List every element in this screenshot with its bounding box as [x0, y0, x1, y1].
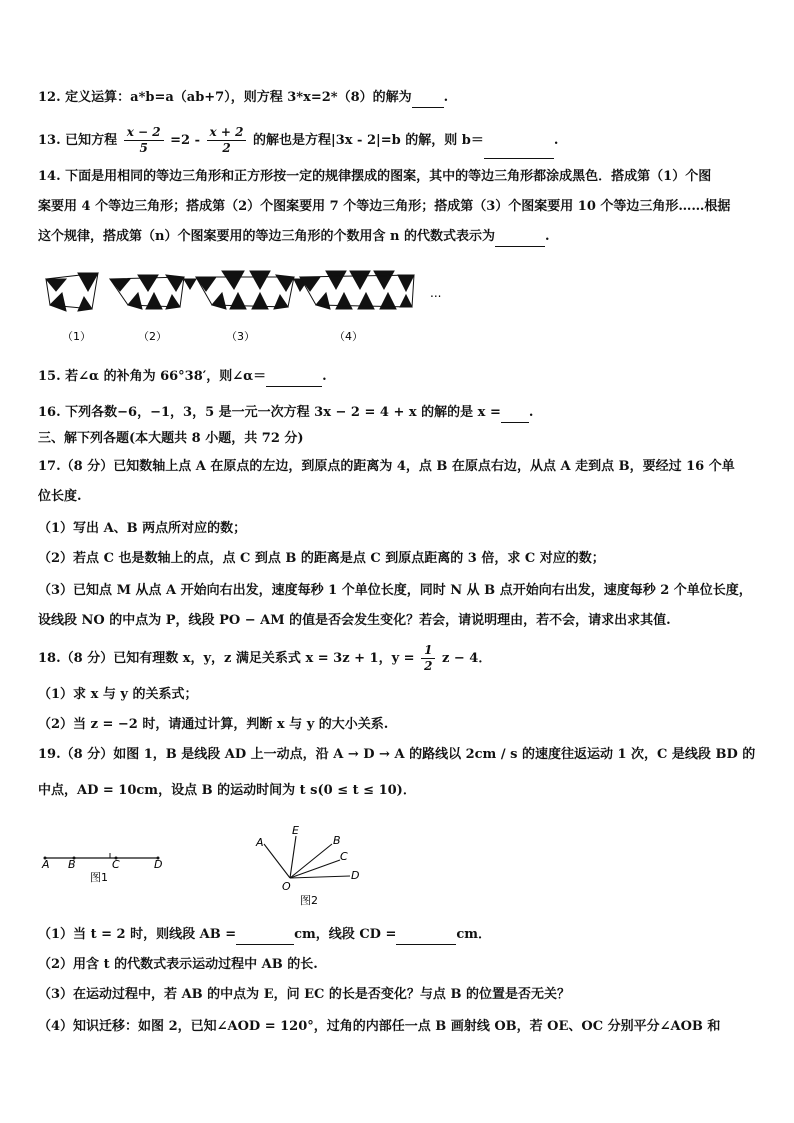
- question-14-line1: 14. 下面是用相同的等边三角形和正方形按一定的规律摆成的图案，其中的等边三角形都涂成黑色．搭成第（1）个图: [38, 169, 712, 184]
- label-D: D: [154, 858, 163, 871]
- black-triangle: [50, 293, 66, 311]
- question-19-part3: （3）在运动过程中，若 AB 的中点为 E，问 EC 的长是否变化？与点 B 的位置是否无关？: [38, 987, 570, 1002]
- q13-suffix: 的解也是方程|3x - 2|=b 的解，则 b＝: [252, 133, 484, 148]
- fraction: [421, 643, 435, 674]
- black-triangle: [110, 279, 130, 291]
- fraction-denominator: 2: [424, 659, 433, 673]
- question-14-line3: [38, 228, 756, 247]
- fraction-numerator: 1: [421, 643, 435, 659]
- fraction-denominator: 2: [222, 141, 231, 155]
- q19-p1-c: cm．: [456, 927, 492, 942]
- question-18-line1: [38, 641, 756, 677]
- question-12: [38, 89, 756, 108]
- black-triangle: [350, 271, 370, 289]
- ray-OB: [290, 844, 332, 878]
- figure-label: （1）: [62, 330, 91, 343]
- question-19-part1: [38, 926, 756, 945]
- label-E: E: [292, 824, 299, 837]
- figure-caption: 图2: [300, 894, 318, 907]
- fraction-numerator: x + 2: [207, 125, 247, 141]
- question-17-part3a: （3）已知点 M 从点 A 开始向右出发，速度每秒 1 个单位长度，同时 N 从 B 点开始向右出发，速度每秒 2 个单位长度，: [38, 583, 752, 598]
- triangle-pattern-figure: [38, 263, 458, 347]
- fraction-numerator: x − 2: [124, 125, 164, 141]
- q14-end: .: [544, 229, 550, 244]
- figure-label: （2）: [138, 330, 167, 343]
- black-triangle: [212, 293, 226, 309]
- question-17-part2: （2）若点 C 也是数轴上的点，点 C 到点 B 的距离是点 C 到原点距离的 3 倍，求 C 对应的数；: [38, 551, 605, 566]
- figure-caption: 图1: [90, 871, 108, 884]
- black-triangle: [222, 271, 244, 289]
- figure-label: （3）: [226, 330, 255, 343]
- question-19-line2: 中点，AD = 10cm，设点 B 的运动时间为 t s(0 ≤ t ≤ 10)．: [38, 783, 416, 798]
- black-triangle: [128, 293, 142, 309]
- q12-text: 12. 定义运算：a*b=a（ab+7），则方程 3*x=2*（8）的解为: [38, 90, 412, 105]
- q15-end: .: [322, 369, 327, 384]
- label-C: C: [112, 858, 120, 871]
- black-triangle: [400, 295, 412, 307]
- black-triangle: [46, 279, 66, 291]
- label-A: A: [256, 836, 264, 849]
- black-triangle: [184, 279, 196, 289]
- black-triangle: [250, 271, 270, 289]
- answer-blank: [236, 926, 294, 945]
- black-triangle: [374, 271, 394, 289]
- question-19-part4: （4）知识迁移：如图 2，已知∠AOD = 120°，过角的内部任一点 B 画射线 OB，若 OE、OC 分别平分∠AOB 和: [38, 1019, 721, 1034]
- answer-blank: [396, 926, 456, 945]
- ray-OD: [290, 876, 350, 878]
- question-17-part3b: 设线段 NO 的中点为 P，线段 PO − AM 的值是否会发生变化？若会，请说明理由，若不会，请求出求其值.: [38, 613, 671, 628]
- q19-p1-b: cm，线段 CD =: [294, 927, 397, 942]
- question-17-line1: 17.（8 分）已知数轴上点 A 在原点的左边，到原点的距离为 4，点 B 在原点右边，从点 A 走到点 B，要经过 16 个单: [38, 459, 735, 474]
- question-19-part2: （2）用含 t 的代数式表示运动过程中 AB 的长.: [38, 957, 318, 972]
- black-triangle: [398, 275, 414, 291]
- ray-OE: [290, 836, 296, 878]
- answer-blank: [412, 89, 444, 108]
- question-14-line2: 案要用 4 个等边三角形；搭成第（2）个图案要用 7 个等边三角形；搭成第（3）个图案要用 10 个等边三角形……根据: [38, 199, 731, 214]
- label-B: B: [68, 858, 76, 871]
- q14-line3-text: 这个规律，搭成第（n）个图案要用的等边三角形的个数用含 n 的代数式表示为: [38, 229, 495, 244]
- q19-p1-a: （1）当 t = 2 时，则线段 AB =: [38, 927, 237, 942]
- question-16: [38, 404, 756, 423]
- answer-blank: [501, 404, 529, 423]
- section-heading: 三、解下列各题(本大题共 8 小题，共 72 分): [38, 431, 304, 446]
- label-O: O: [282, 880, 291, 893]
- figure-label: （4）: [334, 330, 363, 343]
- ellipsis: ...: [430, 286, 442, 300]
- label-D: D: [351, 869, 360, 882]
- ray-OC: [290, 860, 340, 878]
- fraction: [124, 125, 164, 156]
- q12-end: .: [443, 90, 449, 105]
- label-A: A: [42, 858, 50, 871]
- q13-end: .: [553, 133, 559, 148]
- ray-OA: [264, 844, 290, 878]
- answer-blank: [495, 228, 545, 247]
- question-13: [38, 124, 756, 159]
- question-15: [38, 368, 756, 387]
- figure-1-segment: [40, 846, 170, 886]
- black-triangle: [196, 277, 216, 291]
- answer-blank: [266, 368, 322, 387]
- q16-text: 16. 下列各数−6，−1，3，5 是一元一次方程 3x − 2 = 4 + x 的解的是 x =: [38, 405, 501, 420]
- answer-blank: [484, 124, 554, 159]
- figure-2-angle: [248, 824, 368, 910]
- q18-text-b: z − 4．: [441, 651, 492, 666]
- label-C: C: [340, 850, 348, 863]
- black-triangle: [326, 271, 346, 289]
- q13-mid: =2 -: [170, 133, 200, 148]
- fraction: [207, 125, 247, 156]
- label-B: B: [333, 834, 341, 847]
- question-17-part1: （1）写出 A、B 两点所对应的数；: [38, 521, 247, 536]
- question-18-part1: （1）求 x 与 y 的关系式；: [38, 687, 198, 702]
- question-19-line1: 19.（8 分）如图 1，B 是线段 AD 上一动点，沿 A → D → A 的路线以 2cm / s 的速度往返运动 1 次，C 是线段 BD 的: [38, 747, 756, 762]
- q16-end: .: [528, 405, 534, 420]
- black-triangle: [336, 293, 352, 309]
- question-17-line2: 位长度.: [38, 489, 82, 504]
- q18-text-a: 18.（8 分）已知有理数 x，y，z 满足关系式 x = 3z + 1，y =: [38, 651, 415, 666]
- fraction-denominator: 5: [139, 141, 148, 155]
- black-triangle: [230, 293, 246, 309]
- q13-prefix: 13. 已知方程: [38, 133, 118, 148]
- black-triangle: [316, 293, 330, 309]
- question-18-part2: （2）当 z = −2 时，请通过计算，判断 x 与 y 的大小关系.: [38, 717, 389, 732]
- q15-text: 15. 若∠α 的补角为 66°38′，则∠α＝: [38, 369, 267, 384]
